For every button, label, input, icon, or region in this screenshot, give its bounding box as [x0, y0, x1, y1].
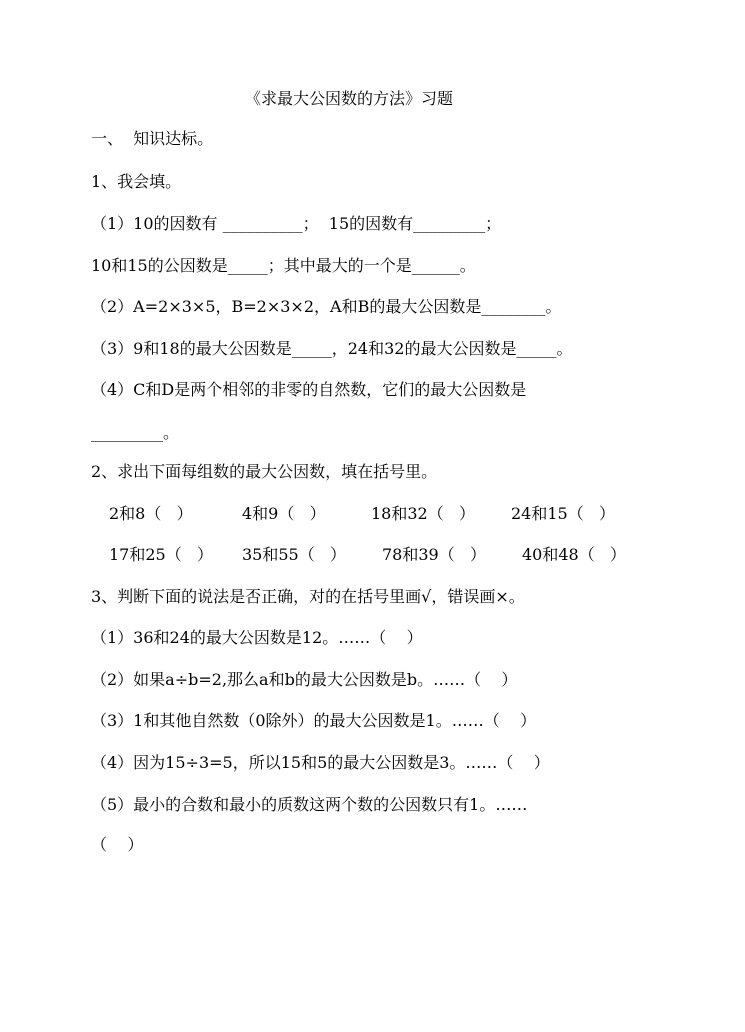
question-2-row-2-cell-1: 17和25（ ） [109, 545, 213, 564]
question-3-heading: 3、判断下面的说法是否正确，对的在括号里画√，错误画×。 [91, 587, 525, 606]
question-3-item-2: （2）如果a÷b=2,那么a和b的最大公因数是b。……（ ） [91, 670, 518, 689]
section-heading: 一、 知识达标。 [91, 129, 214, 148]
question-1-item-4-line-2: _________。 [91, 423, 180, 442]
question-1-heading: 1、我会填。 [91, 172, 182, 191]
question-2-row-2-cell-2: 35和55（ ） [242, 545, 346, 564]
question-1-item-3: （3）9和18的最大公因数是_____，24和32的最大公因数是_____。 [91, 339, 573, 358]
question-3-item-5-line-2: （ ） [91, 835, 144, 854]
question-2-row-1-cell-4: 24和15（ ） [511, 504, 615, 523]
question-2-row-1-cell-2: 4和9（ ） [242, 504, 326, 523]
question-2-row-1-cell-3: 18和32（ ） [371, 504, 475, 523]
question-3-item-4: （4）因为15÷3=5，所以15和5的最大公因数是3。……（ ） [91, 753, 550, 772]
question-3-item-1: （1）36和24的最大公因数是12。……（ ） [91, 628, 423, 647]
question-2-row-1-cell-1: 2和8（ ） [109, 504, 193, 523]
question-2-row-2-cell-3: 78和39（ ） [382, 545, 486, 564]
question-2-row-2-cell-4: 40和48（ ） [522, 545, 626, 564]
question-1-item-4-line-1: （4）C和D是两个相邻的非零的自然数，它们的最大公因数是 [91, 380, 527, 399]
question-3-item-3: （3）1和其他自然数（0除外）的最大公因数是1。……（ ） [91, 711, 537, 730]
question-2-heading: 2、求出下面每组数的最大公因数，填在括号里。 [91, 462, 438, 481]
page-title: 《求最大公因数的方法》习题 [245, 89, 454, 108]
question-1-item-1-line-1: （1）10的因数有 __________； 15的因数有_________； [91, 214, 502, 233]
question-1-item-1-line-2: 10和15的公因数是_____；其中最大的一个是______。 [91, 256, 476, 275]
question-3-item-5-line-1: （5）最小的合数和最小的质数这两个数的公因数只有1。…… [91, 795, 528, 814]
question-1-item-2: （2）A=2×3×5，B=2×3×2，A和B的最大公因数是________。 [91, 297, 562, 316]
